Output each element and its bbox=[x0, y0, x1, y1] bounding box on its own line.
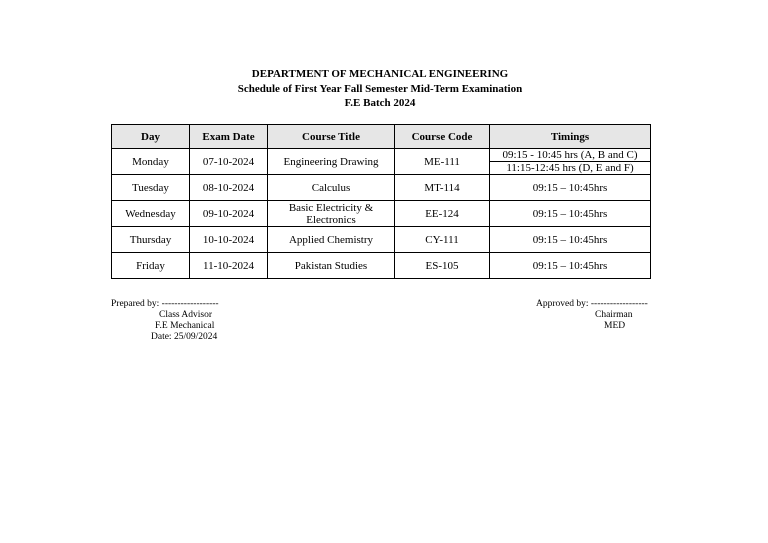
column-header-timings: Timings bbox=[490, 125, 651, 149]
column-header-exam-date: Exam Date bbox=[190, 125, 268, 149]
course-title-cell: Calculus bbox=[268, 175, 395, 201]
day-cell: Thursday bbox=[112, 227, 190, 253]
course-title-line-1: Basic Electricity & bbox=[288, 201, 374, 214]
exam-date-cell: 07-10-2024 bbox=[190, 149, 268, 175]
schedule-subtitle: Schedule of First Year Fall Semester Mid-Term Examination bbox=[237, 82, 523, 95]
prepared-by-block bbox=[111, 299, 219, 343]
day-cell: Tuesday bbox=[112, 175, 190, 201]
approved-by-block bbox=[536, 299, 648, 332]
column-header-course-title: Course Title bbox=[268, 125, 395, 149]
day-cell: Monday bbox=[112, 149, 190, 175]
course-title-line-2: Electronics bbox=[306, 213, 356, 226]
prepared-by-date: Date: 25/09/2024 bbox=[151, 332, 218, 342]
table-row bbox=[112, 253, 651, 279]
course-code-cell: ES-105 bbox=[395, 253, 490, 279]
course-title-cell: Pakistan Studies bbox=[268, 253, 395, 279]
timings-cell: 09:15 – 10:45hrs bbox=[490, 175, 651, 201]
exam-date-cell: 11-10-2024 bbox=[190, 253, 268, 279]
table-header-row bbox=[112, 125, 651, 149]
course-title-cell: Applied Chemistry bbox=[268, 227, 395, 253]
day-cell: Friday bbox=[112, 253, 190, 279]
course-code-cell: ME-111 bbox=[395, 149, 490, 175]
timing-slot-2: 11:15-12:45 hrs (D, E and F) bbox=[506, 162, 634, 174]
column-header-day: Day bbox=[112, 125, 190, 149]
prepared-by-line: Prepared by: ------------------ bbox=[111, 299, 219, 309]
exam-date-cell: 09-10-2024 bbox=[190, 201, 268, 227]
prepared-by-dept: F.E Mechanical bbox=[155, 321, 215, 331]
table-row bbox=[112, 201, 651, 227]
department-title: DEPARTMENT OF MECHANICAL ENGINEERING bbox=[251, 68, 509, 80]
course-title-cell: Engineering Drawing bbox=[268, 149, 395, 175]
table-row bbox=[112, 227, 651, 253]
timings-cell: 09:15 – 10:45hrs bbox=[490, 201, 651, 227]
course-code-cell: EE-124 bbox=[395, 201, 490, 227]
approved-by-line: Approved by: ------------------ bbox=[536, 299, 648, 309]
batch-title: F.E Batch 2024 bbox=[344, 97, 416, 109]
prepared-by-role: Class Advisor bbox=[159, 310, 213, 320]
approved-by-role: Chairman bbox=[595, 310, 633, 320]
course-code-cell: MT-114 bbox=[395, 175, 490, 201]
approved-by-dept: MED bbox=[604, 321, 626, 331]
column-header-course-code: Course Code bbox=[395, 125, 490, 149]
course-title-cell bbox=[268, 201, 395, 227]
exam-date-cell: 10-10-2024 bbox=[190, 227, 268, 253]
table-row bbox=[112, 149, 651, 175]
day-cell: Wednesday bbox=[112, 201, 190, 227]
exam-date-cell: 08-10-2024 bbox=[190, 175, 268, 201]
course-code-cell: CY-111 bbox=[395, 227, 490, 253]
schedule-table bbox=[111, 124, 651, 279]
timings-cell: 09:15 – 10:45hrs bbox=[490, 253, 651, 279]
timings-cell bbox=[490, 149, 651, 175]
table-row bbox=[112, 175, 651, 201]
timings-cell: 09:15 – 10:45hrs bbox=[490, 227, 651, 253]
timing-slot-1: 09:15 - 10:45 hrs (A, B and C) bbox=[490, 149, 650, 162]
document-header bbox=[0, 67, 760, 111]
